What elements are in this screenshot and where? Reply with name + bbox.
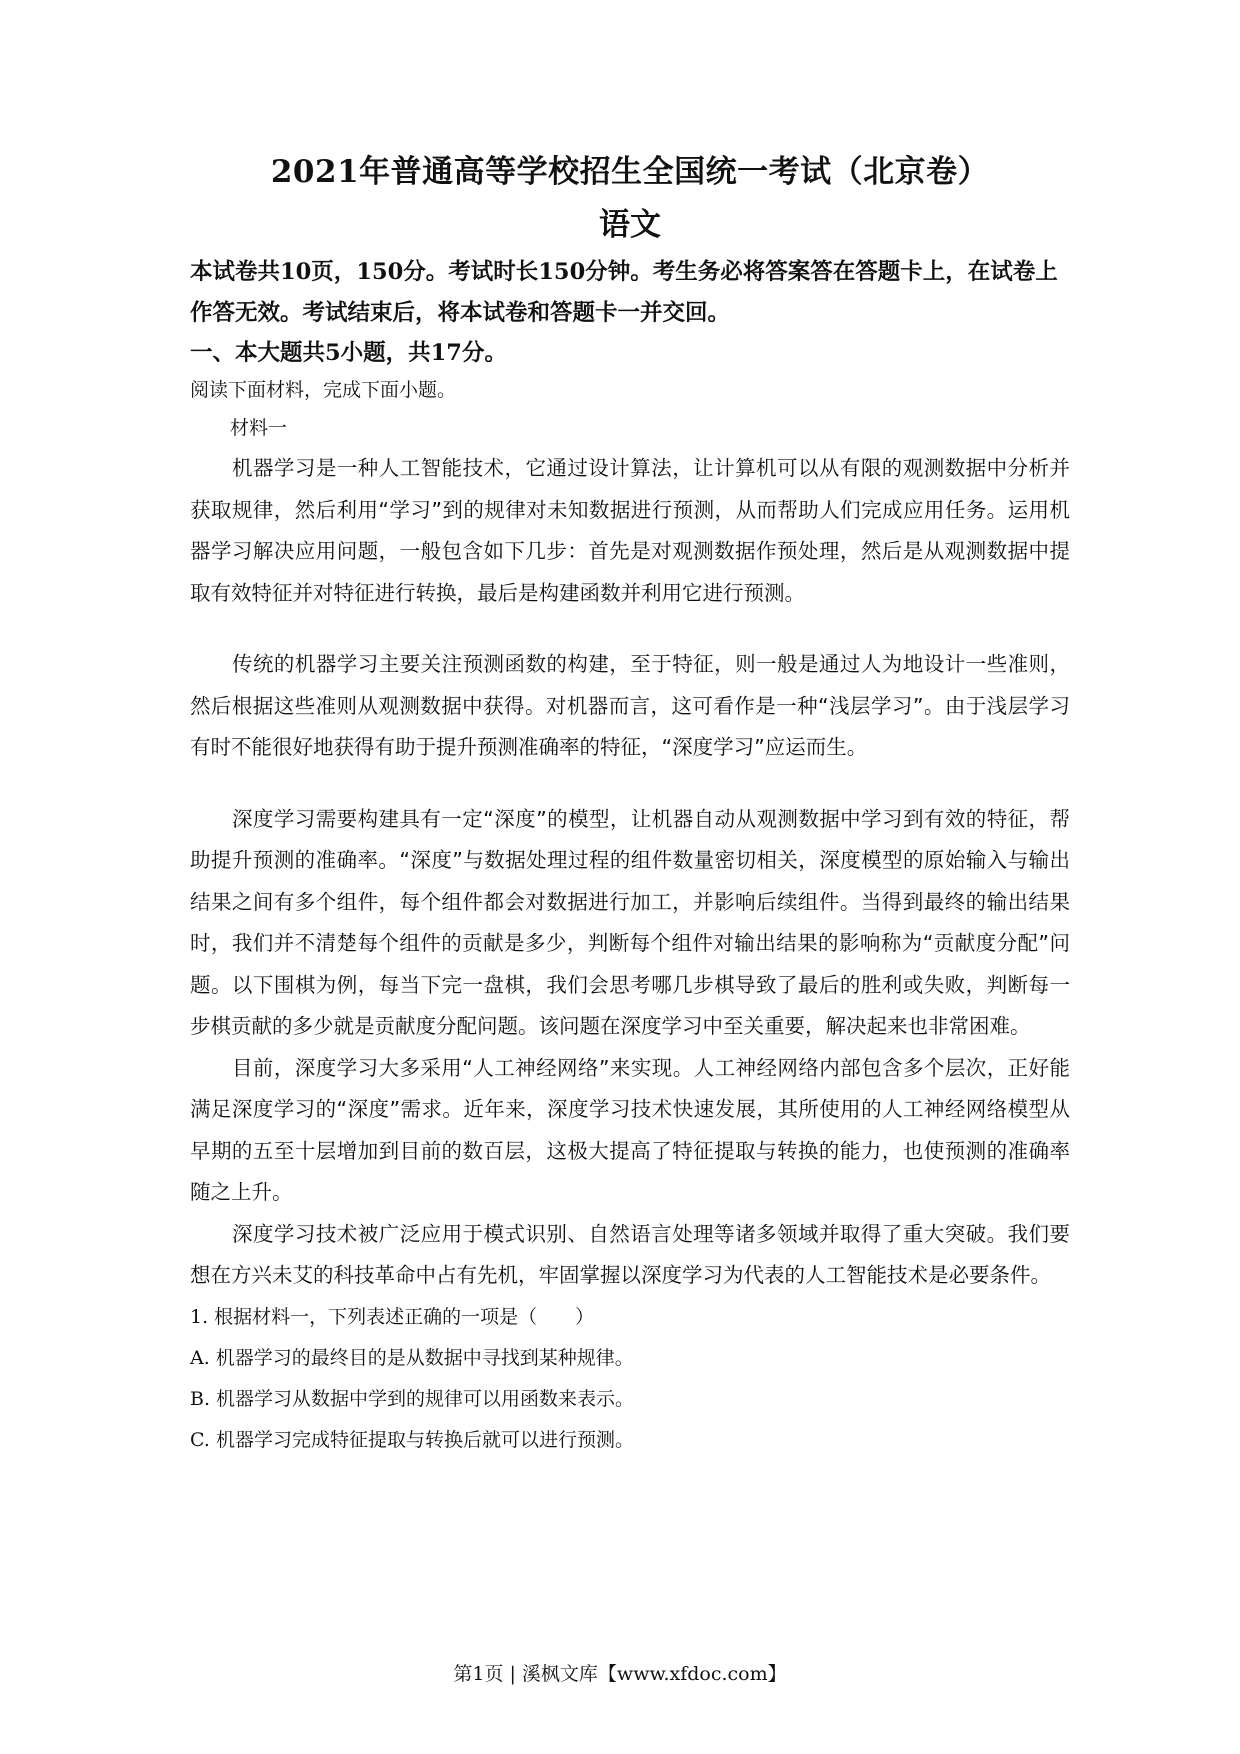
subject-title: 语文	[599, 207, 661, 243]
option-c: C. 机器学习完成特征提取与转换后就可以进行预测。	[190, 1428, 634, 1451]
question-block	[190, 1297, 1070, 1461]
page-footer: 第1页 | 溪枫文库【www.xfdoc.com】	[453, 1663, 787, 1685]
paragraph: 传统的机器学习主要关注预测函数的构建，至于特征，则一般是通过人为地设计一些准则，然后根据这些准则从观测数据中获得。对机器而言，这可看作是一种“浅层学习”。由于浅层学习有时不能很好地获得有助于提升预测准确率的特征，“深度学习”应运而生。	[190, 652, 1070, 759]
exam-instructions: 本试卷共10页，150分。考试时长150分钟。考生务必将答案答在答题卡上，在试卷上作答无效。考试结束后，将本试卷和答题卡一并交回。	[190, 259, 1058, 326]
material-text	[190, 448, 1070, 1297]
option-b: B. 机器学习从数据中学到的规律可以用函数来表示。	[190, 1387, 635, 1410]
exam-title: 2021年普通高等学校招生全国统一考试（北京卷）	[270, 154, 990, 190]
paragraph: 目前，深度学习大多采用“人工神经网络”来实现。人工神经网络内部包含多个层次，正好能满足深度学习的“深度”需求。近年来，深度学习技术快速发展，其所使用的人工神经网络模型从早期的五至十层增加到目前的数百层，这极大提高了特征提取与转换的能力，也使预测的准确率随之上升。	[190, 1055, 1070, 1204]
option-a: A. 机器学习的最终目的是从数据中寻找到某种规律。	[190, 1346, 634, 1369]
paragraph: 深度学习技术被广泛应用于模式识别、自然语言处理等诸多领域并取得了重大突破。我们要想在方兴未艾的科技革命中占有先机，牢固掌握以深度学习为代表的人工智能技术是必要条件。	[190, 1221, 1070, 1287]
paragraph: 机器学习是一种人工智能技术，它通过设计算法，让计算机可以从有限的观测数据中分析并获取规律，然后利用“学习”到的规律对未知数据进行预测，从而帮助人们完成应用任务。运用机器学习解决应用问题，一般包含如下几步：首先是对观测数据作预处理，然后是从观测数据中提取有效特征并对特征进行转换，最后是构建函数并利用它进行预测。	[190, 456, 1070, 605]
question-stem: 1. 根据材料一，下列表述正确的一项是（ ）	[190, 1305, 595, 1328]
reading-lead: 阅读下面材料，完成下面小题。	[190, 379, 457, 401]
material-label: 材料一	[230, 417, 288, 439]
exam-page	[190, 150, 1070, 1461]
option-list	[190, 1338, 1070, 1461]
paragraph: 深度学习需要构建具有一定“深度”的模型，让机器自动从观测数据中学习到有效的特征，帮助提升预测的准确率。“深度”与数据处理过程的组件数量密切相关，深度模型的原始输入与输出结果之间有多个组件，每个组件都会对数据进行加工，并影响后续组件。当得到最终的输出结果时，我们并不清楚每个组件的贡献是多少，判断每个组件对输出结果的影响称为“贡献度分配”问题。以下围棋为例，每当下完一盘棋，我们会思考哪几步棋导致了最后的胜利或失败，判断每一步棋贡献的多少就是贡献度分配问题。该问题在深度学习中至关重要，解决起来也非常困难。	[190, 806, 1070, 1038]
section-heading: 一、本大题共5小题，共17分。	[190, 340, 507, 366]
